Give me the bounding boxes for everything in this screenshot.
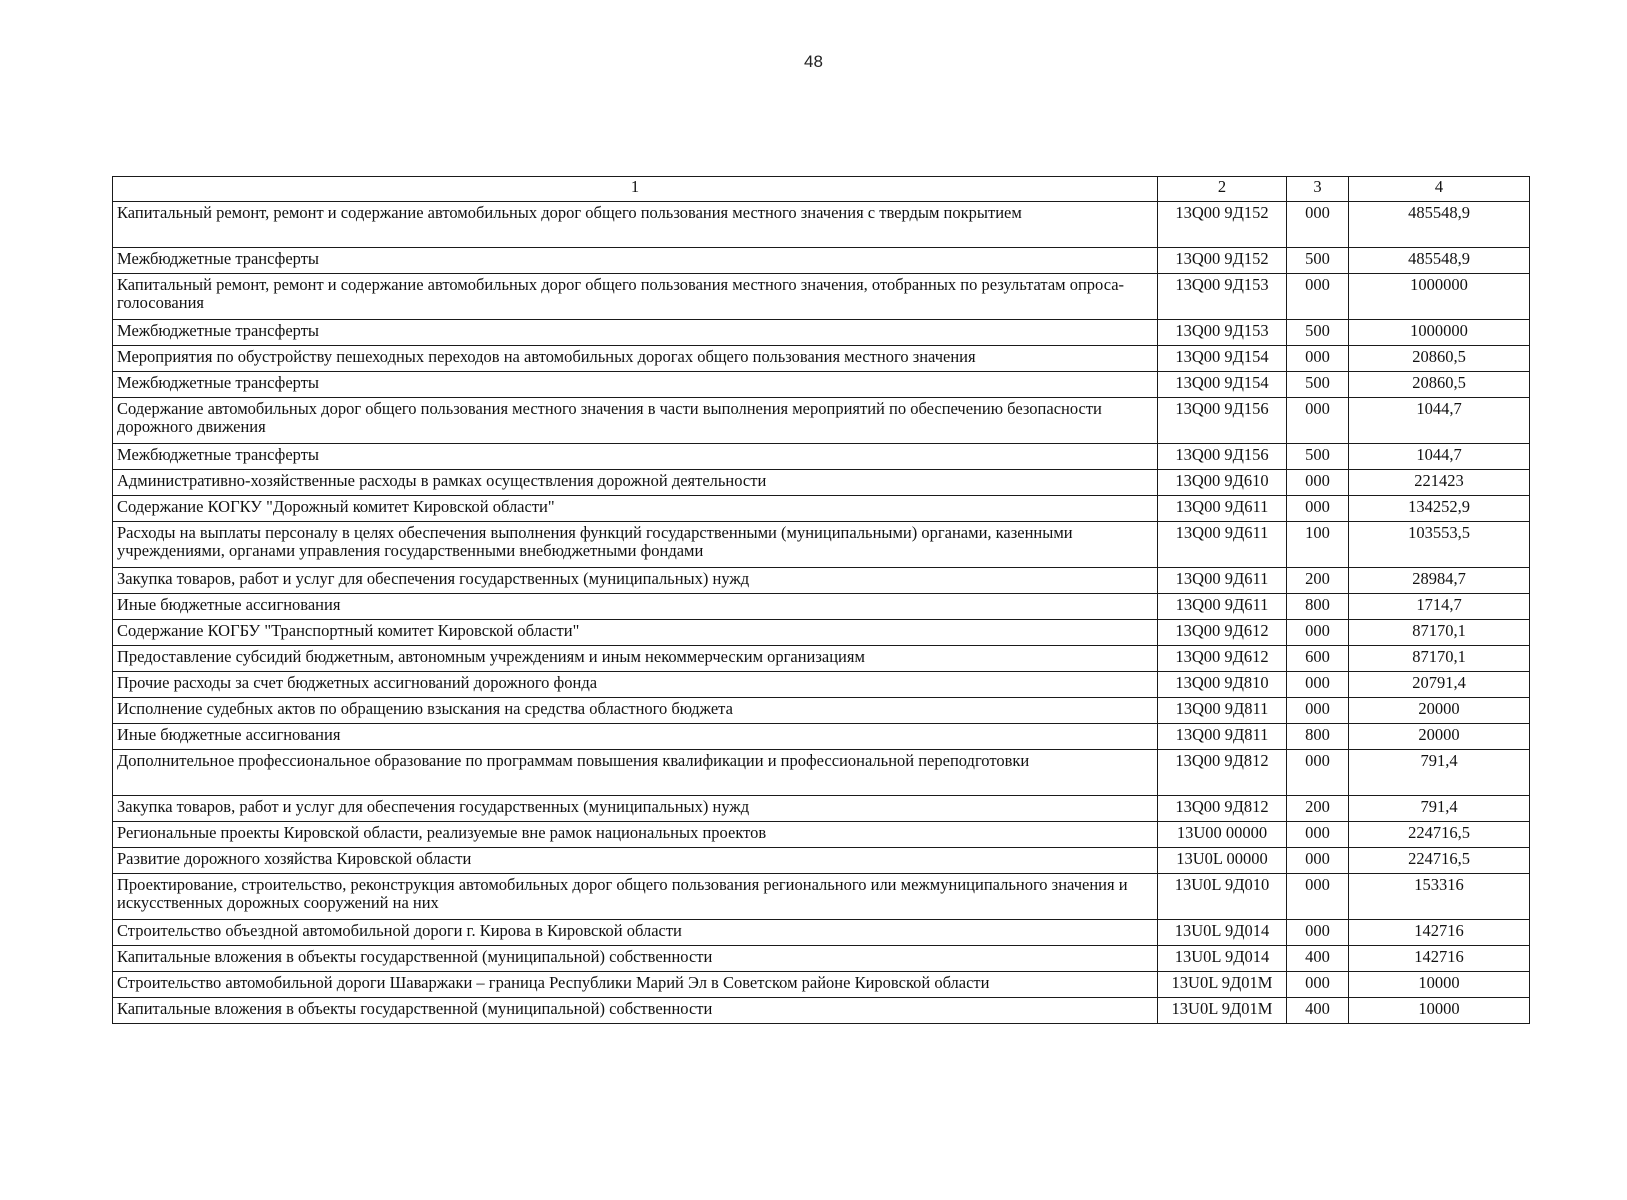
row-type-cell: 400: [1287, 998, 1349, 1024]
row-name-cell: Иные бюджетные ассигнования: [113, 724, 1158, 750]
row-type-cell: 000: [1287, 822, 1349, 848]
row-name-cell: Развитие дорожного хозяйства Кировской области: [113, 848, 1158, 874]
table-row: [113, 470, 1530, 496]
header-col-3: 3: [1287, 177, 1349, 202]
row-amount-cell: 1714,7: [1349, 594, 1530, 620]
row-code-cell: 13U00 00000: [1158, 822, 1287, 848]
row-type-cell: 000: [1287, 848, 1349, 874]
row-type-cell: 000: [1287, 920, 1349, 946]
row-type-cell: 200: [1287, 568, 1349, 594]
table-row: [113, 594, 1530, 620]
row-type-cell: 000: [1287, 274, 1349, 320]
row-amount-cell: 28984,7: [1349, 568, 1530, 594]
row-amount-cell: 224716,5: [1349, 848, 1530, 874]
row-amount-cell: 224716,5: [1349, 822, 1530, 848]
row-code-cell: 13Q00 9Д612: [1158, 646, 1287, 672]
row-amount-cell: 20000: [1349, 698, 1530, 724]
row-name-cell: Проектирование, строительство, реконструкция автомобильных дорог общего пользования регионального или межмуниципального значения и искусственных дорожных сооружений на них: [113, 874, 1158, 920]
row-code-cell: 13Q00 9Д610: [1158, 470, 1287, 496]
row-amount-cell: 142716: [1349, 920, 1530, 946]
table-body: [113, 202, 1530, 1024]
row-name-cell: Строительство автомобильной дороги Шаваржаки – граница Республики Марий Эл в Советском районе Кировской области: [113, 972, 1158, 998]
table-row: [113, 796, 1530, 822]
row-type-cell: 500: [1287, 372, 1349, 398]
row-type-cell: 000: [1287, 750, 1349, 796]
header-row: [113, 177, 1530, 202]
row-type-cell: 400: [1287, 946, 1349, 972]
table-row: [113, 444, 1530, 470]
table-row: [113, 946, 1530, 972]
row-type-cell: 000: [1287, 398, 1349, 444]
table-row: [113, 920, 1530, 946]
table-row: [113, 202, 1530, 248]
row-code-cell: 13U0L 9Д010: [1158, 874, 1287, 920]
row-name-cell: Предоставление субсидий бюджетным, автономным учреждениям и иным некоммерческим организациям: [113, 646, 1158, 672]
row-amount-cell: 485548,9: [1349, 248, 1530, 274]
row-amount-cell: 142716: [1349, 946, 1530, 972]
row-amount-cell: 153316: [1349, 874, 1530, 920]
row-code-cell: 13Q00 9Д810: [1158, 672, 1287, 698]
row-type-cell: 000: [1287, 496, 1349, 522]
row-code-cell: 13U0L 9Д01М: [1158, 972, 1287, 998]
table-row: [113, 248, 1530, 274]
header-col-4: 4: [1349, 177, 1530, 202]
row-name-cell: Закупка товаров, работ и услуг для обеспечения государственных (муниципальных) нужд: [113, 568, 1158, 594]
row-name-cell: Содержание КОГКУ "Дорожный комитет Кировской области": [113, 496, 1158, 522]
row-code-cell: 13Q00 9Д152: [1158, 248, 1287, 274]
row-type-cell: 000: [1287, 874, 1349, 920]
row-amount-cell: 87170,1: [1349, 620, 1530, 646]
row-amount-cell: 791,4: [1349, 796, 1530, 822]
row-type-cell: 500: [1287, 248, 1349, 274]
table-row: [113, 522, 1530, 568]
row-code-cell: 13Q00 9Д611: [1158, 594, 1287, 620]
row-code-cell: 13U0L 9Д014: [1158, 946, 1287, 972]
row-amount-cell: 103553,5: [1349, 522, 1530, 568]
row-name-cell: Капитальные вложения в объекты государственной (муниципальной) собственности: [113, 946, 1158, 972]
row-type-cell: 500: [1287, 444, 1349, 470]
row-type-cell: 000: [1287, 346, 1349, 372]
header-col-2: 2: [1158, 177, 1287, 202]
table-row: [113, 750, 1530, 796]
table-row: [113, 822, 1530, 848]
row-name-cell: Прочие расходы за счет бюджетных ассигнований дорожного фонда: [113, 672, 1158, 698]
row-amount-cell: 791,4: [1349, 750, 1530, 796]
row-code-cell: 13U0L 00000: [1158, 848, 1287, 874]
row-amount-cell: 20860,5: [1349, 372, 1530, 398]
row-code-cell: 13Q00 9Д156: [1158, 444, 1287, 470]
table-row: [113, 274, 1530, 320]
row-name-cell: Исполнение судебных актов по обращению взыскания на средства областного бюджета: [113, 698, 1158, 724]
row-amount-cell: 134252,9: [1349, 496, 1530, 522]
table-row: [113, 672, 1530, 698]
row-type-cell: 000: [1287, 620, 1349, 646]
row-code-cell: 13Q00 9Д811: [1158, 724, 1287, 750]
row-code-cell: 13Q00 9Д812: [1158, 750, 1287, 796]
table-row: [113, 998, 1530, 1024]
row-name-cell: Содержание автомобильных дорог общего пользования местного значения в части выполнения мероприятий по обеспечению безопасности дорожного движения: [113, 398, 1158, 444]
row-name-cell: Межбюджетные трансферты: [113, 372, 1158, 398]
row-name-cell: Административно-хозяйственные расходы в рамках осуществления дорожной деятельности: [113, 470, 1158, 496]
row-code-cell: 13Q00 9Д154: [1158, 372, 1287, 398]
row-name-cell: Межбюджетные трансферты: [113, 248, 1158, 274]
row-type-cell: 000: [1287, 972, 1349, 998]
row-type-cell: 000: [1287, 698, 1349, 724]
row-name-cell: Строительство объездной автомобильной дороги г. Кирова в Кировской области: [113, 920, 1158, 946]
table-row: [113, 398, 1530, 444]
table-row: [113, 568, 1530, 594]
table-row: [113, 972, 1530, 998]
row-code-cell: 13Q00 9Д612: [1158, 620, 1287, 646]
row-type-cell: 600: [1287, 646, 1349, 672]
row-code-cell: 13Q00 9Д611: [1158, 522, 1287, 568]
row-type-cell: 100: [1287, 522, 1349, 568]
row-name-cell: Капитальный ремонт, ремонт и содержание автомобильных дорог общего пользования местного значения, отобранных по результатам опроса-голосования: [113, 274, 1158, 320]
row-amount-cell: 221423: [1349, 470, 1530, 496]
row-code-cell: 13Q00 9Д611: [1158, 496, 1287, 522]
row-amount-cell: 1000000: [1349, 320, 1530, 346]
table-row: [113, 320, 1530, 346]
table-row: [113, 620, 1530, 646]
table-row: [113, 724, 1530, 750]
row-type-cell: 800: [1287, 594, 1349, 620]
table-row: [113, 848, 1530, 874]
row-name-cell: Мероприятия по обустройству пешеходных переходов на автомобильных дорогах общего пользования местного значения: [113, 346, 1158, 372]
row-code-cell: 13Q00 9Д154: [1158, 346, 1287, 372]
row-code-cell: 13Q00 9Д156: [1158, 398, 1287, 444]
row-amount-cell: 10000: [1349, 972, 1530, 998]
row-amount-cell: 10000: [1349, 998, 1530, 1024]
budget-table: [112, 176, 1530, 1024]
row-type-cell: 000: [1287, 470, 1349, 496]
row-amount-cell: 20860,5: [1349, 346, 1530, 372]
row-code-cell: 13Q00 9Д153: [1158, 320, 1287, 346]
table-row: [113, 874, 1530, 920]
row-name-cell: Капитальный ремонт, ремонт и содержание автомобильных дорог общего пользования местного значения с твердым покрытием: [113, 202, 1158, 248]
row-name-cell: Расходы на выплаты персоналу в целях обеспечения выполнения функций государственными (муниципальными) органами, казенными учреждениями, органами управления государственными внебюджетными фондами: [113, 522, 1158, 568]
table-row: [113, 372, 1530, 398]
row-type-cell: 200: [1287, 796, 1349, 822]
row-name-cell: Иные бюджетные ассигнования: [113, 594, 1158, 620]
row-type-cell: 800: [1287, 724, 1349, 750]
row-name-cell: Региональные проекты Кировской области, реализуемые вне рамок национальных проектов: [113, 822, 1158, 848]
page-number: 48: [804, 52, 823, 71]
row-amount-cell: 485548,9: [1349, 202, 1530, 248]
row-code-cell: 13U0L 9Д01М: [1158, 998, 1287, 1024]
row-name-cell: Межбюджетные трансферты: [113, 320, 1158, 346]
row-type-cell: 500: [1287, 320, 1349, 346]
row-code-cell: 13Q00 9Д811: [1158, 698, 1287, 724]
row-amount-cell: 1044,7: [1349, 398, 1530, 444]
row-amount-cell: 1044,7: [1349, 444, 1530, 470]
row-amount-cell: 20000: [1349, 724, 1530, 750]
row-code-cell: 13Q00 9Д812: [1158, 796, 1287, 822]
row-name-cell: Капитальные вложения в объекты государственной (муниципальной) собственности: [113, 998, 1158, 1024]
row-amount-cell: 87170,1: [1349, 646, 1530, 672]
row-amount-cell: 1000000: [1349, 274, 1530, 320]
row-name-cell: Межбюджетные трансферты: [113, 444, 1158, 470]
row-code-cell: 13Q00 9Д152: [1158, 202, 1287, 248]
row-type-cell: 000: [1287, 672, 1349, 698]
table-row: [113, 346, 1530, 372]
row-code-cell: 13Q00 9Д611: [1158, 568, 1287, 594]
row-name-cell: Закупка товаров, работ и услуг для обеспечения государственных (муниципальных) нужд: [113, 796, 1158, 822]
row-type-cell: 000: [1287, 202, 1349, 248]
table-row: [113, 496, 1530, 522]
header-col-1: 1: [113, 177, 1158, 202]
row-amount-cell: 20791,4: [1349, 672, 1530, 698]
row-code-cell: 13U0L 9Д014: [1158, 920, 1287, 946]
row-name-cell: Дополнительное профессиональное образование по программам повышения квалификации и профессиональной переподготовки: [113, 750, 1158, 796]
table-row: [113, 698, 1530, 724]
table-row: [113, 646, 1530, 672]
row-code-cell: 13Q00 9Д153: [1158, 274, 1287, 320]
row-name-cell: Содержание КОГБУ "Транспортный комитет Кировской области": [113, 620, 1158, 646]
